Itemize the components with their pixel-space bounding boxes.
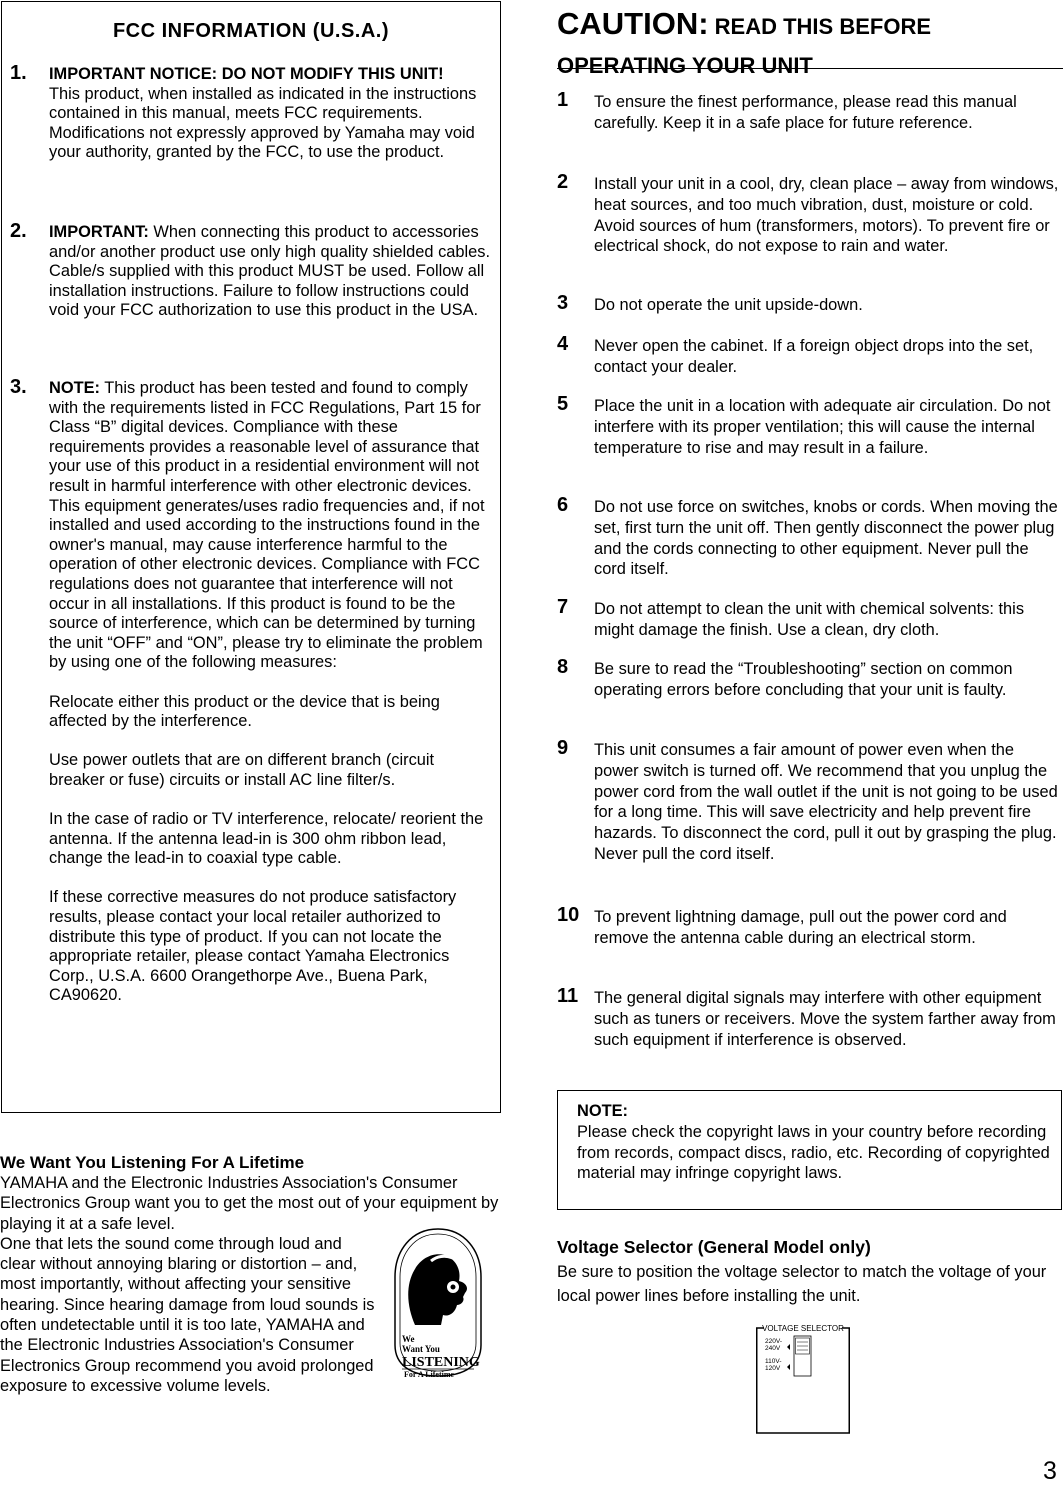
caution-item-number: 5 [557, 393, 569, 415]
voltage-selector-label: VOLTAGE SELECTOR [762, 1324, 844, 1333]
caution-item-text: Install your unit in a cool, dry, clean place – away from windows, heat sources, and too much vibration, dust, moisture or cold. Avoid sources of hum (transformers, motors). To prevent fire or electrical shock, do not expose to rain and water. [594, 175, 1059, 256]
caution-item-number: 8 [557, 656, 569, 678]
caution-item-text: Be sure to read the “Troubleshooting” section on common operating errors before concluding that your unit is faulty. [594, 660, 1013, 699]
caution-item-text: Never open the cabinet. If a foreign object drops into the set, contact your dealer. [594, 337, 1034, 376]
fcc-item-heading: NOTE: [49, 379, 100, 397]
fcc-item-text: When connecting this product to accessories and/or another product use only high quality shielded cables. Cable/s supplied with this product MUST be used. Follow all installation instructions. Failure to follow instructions could void your FCC authorization to use this product in the USA. [49, 223, 491, 320]
caution-item [557, 393, 1062, 458]
fcc-item-text: This product, when installed as indicated in the instructions contained in this manual, meets FCC requirements. Modifications not expressly approved by Yamaha may void your authority, granted by the FCC, to use the product. [49, 84, 477, 162]
voltage-option-1b: 240V [765, 1345, 781, 1352]
caution-item-number: 7 [557, 596, 569, 618]
caution-title-big: CAUTION: [557, 6, 709, 41]
fcc-measure-outlets: Use power outlets that are on different branch (circuit breaker or fuse) circuits or install AC line filter/s. [49, 751, 435, 789]
voltage-option-1a: 220V- [765, 1338, 782, 1345]
fcc-title: FCC INFORMATION (U.S.A.) [112, 20, 390, 42]
caution-item-number: 11 [557, 985, 579, 1007]
logo-line-we: We [402, 1334, 415, 1344]
voltage-option-2b: 120V [765, 1365, 781, 1372]
fcc-information-box [1, 1, 501, 1113]
caution-item-text: Place the unit in a location with adequate air circulation. Do not interfere with its proper ventilation; this will cause the internal temperature to rise and may result in a failure. [594, 397, 1051, 457]
caution-title-rest: READ THIS BEFORE [708, 14, 932, 39]
fcc-measure-relocate: Relocate either this product or the device that is being affected by the interference. [49, 692, 440, 731]
fcc-item-3 [10, 376, 492, 1026]
fcc-item-heading: IMPORTANT: [49, 223, 149, 241]
listening-text-continued: One that lets the sound come through loud and clear without annoying blaring or distortion – and, most importantly, without affecting your sensitive hearing. Since hearing damage from loud sounds is often undetectable until it is too late, YAMAHA and the Electronic Industries Association's Consumer Electronics Group recommend you avoid prolonged exposure to excessive volume levels. [0, 1234, 375, 1395]
caution-item [557, 904, 1062, 949]
listening-text: YAMAHA and the Electronic Industries Association's Consumer Electronics Group want you to get the most out of your equipment by playing it at a safe level. [0, 1174, 499, 1233]
logo-line-want-you: Want You [402, 1344, 440, 1354]
caution-item-text: The general digital signals may interfere with other equipment such as tuners or receivers. Move the system farther away from such equipment if interference is observed. [594, 989, 1056, 1049]
caution-item-number: 10 [557, 904, 580, 926]
caution-item-text: This unit consumes a fair amount of power even when the power switch is turned off. We recommend that you unplug the power cord from the wall outlet if the unit is not going to be used for a long time. This will save electricity and help prevent fire hazards. To disconnect the cord, pull it out by grasping the plug. Never pull the cord itself. [594, 741, 1058, 863]
note-label: NOTE: [577, 1102, 628, 1120]
caution-item [557, 596, 1062, 641]
caution-item-text: Do not attempt to clean the unit with chemical solvents: this might damage the finish. Use a clean, dry cloth. [594, 600, 1025, 639]
fcc-item-text: This product has been tested and found to comply with the requirements listed in FCC Regulations, Part 15 for Class “B” digital devices. Compliance with these requirements provides a reasonable level of assurance that your use of this product in a residential environment will not result in harmful interference with other electronic devices. This equipment generates/uses radio frequencies and, if not installed and used according to the instructions found in the owner's manual, may cause interference harmful to the operation of other electronic devices. Compliance with FCC regulations does not guarantee that interference will not occur in all installations. If this product is found to be the source of interference, which can be determined by turning the unit “OFF” and “ON”, please try to eliminate the problem by using one of the following measures: [49, 379, 485, 672]
logo-line-for-a-lifetime: For A Lifetime [404, 1370, 455, 1379]
caution-item [557, 89, 1062, 134]
fcc-item-number: 2. [10, 220, 27, 242]
caution-item [557, 985, 1062, 1050]
caution-item-number: 6 [557, 494, 569, 516]
listening-heading: We Want You Listening For A Lifetime [0, 1153, 305, 1172]
voltage-selector-text: Be sure to position the voltage selector to match the voltage of your local power lines before installing the unit. [557, 1263, 1047, 1305]
listening-logo [391, 1225, 485, 1380]
caution-item-text: Do not use force on switches, knobs or cords. When moving the set, first turn the unit off. Then gently disconnect the power plug and the cords connecting to other equipment. Never pull the cord itself. [594, 498, 1058, 579]
caution-title-line2: OPERATING YOUR UNIT [557, 53, 813, 78]
caution-item [557, 494, 1062, 580]
logo-line-listening: LISTENING [402, 1355, 480, 1370]
caution-divider [557, 68, 1063, 69]
caution-item [557, 171, 1062, 257]
caution-item-number: 1 [557, 89, 569, 111]
caution-item-text: Do not operate the unit upside-down. [594, 296, 863, 314]
voltage-selector-figure [756, 1322, 850, 1434]
fcc-item-number: 3. [10, 376, 27, 398]
fcc-measure-antenna: In the case of radio or TV interference, relocate/ reorient the antenna. If the antenna lead-in is 300 ohm ribbon lead, change the lead-in to coaxial type cable. [49, 810, 484, 868]
caution-item [557, 333, 1062, 378]
caution-item-number: 9 [557, 737, 569, 759]
fcc-item-heading: IMPORTANT NOTICE: DO NOT MODIFY THIS UNIT! [49, 65, 444, 83]
fcc-measure-contact: If these corrective measures do not produce satisfactory results, please contact your local retailer authorized to distribute this type of product. If you can not locate the appropriate retailer, please contact Yamaha Electronics Corp., U.S.A. 6600 Orangethorpe Ave., Buena Park, CA90620. [49, 888, 457, 1005]
caution-item [557, 292, 1062, 316]
caution-item [557, 737, 1062, 865]
caution-item-number: 4 [557, 333, 569, 355]
caution-item-text: To ensure the finest performance, please read this manual carefully. Keep it in a safe place for future reference. [594, 93, 1017, 132]
caution-item-number: 2 [557, 171, 569, 193]
fcc-item-2 [10, 220, 492, 321]
caution-item-text: To prevent lightning damage, pull out the power cord and remove the antenna cable during an electrical storm. [594, 908, 1007, 947]
fcc-item-number: 1. [10, 62, 27, 84]
voltage-option-2a: 110V- [765, 1358, 782, 1365]
caution-item-number: 3 [557, 292, 569, 314]
caution-title [557, 6, 1062, 87]
note-text: Please check the copyright laws in your country before recording from records, compact discs, radio, etc. Recording of copyrighted material may infringe copyright laws. [577, 1122, 1050, 1183]
caution-item [557, 656, 1062, 701]
page-number: 3 [1043, 1457, 1057, 1485]
voltage-selector-heading: Voltage Selector (General Model only) [557, 1237, 871, 1257]
fcc-item-1 [10, 62, 492, 163]
copyright-note-box [557, 1090, 1062, 1210]
